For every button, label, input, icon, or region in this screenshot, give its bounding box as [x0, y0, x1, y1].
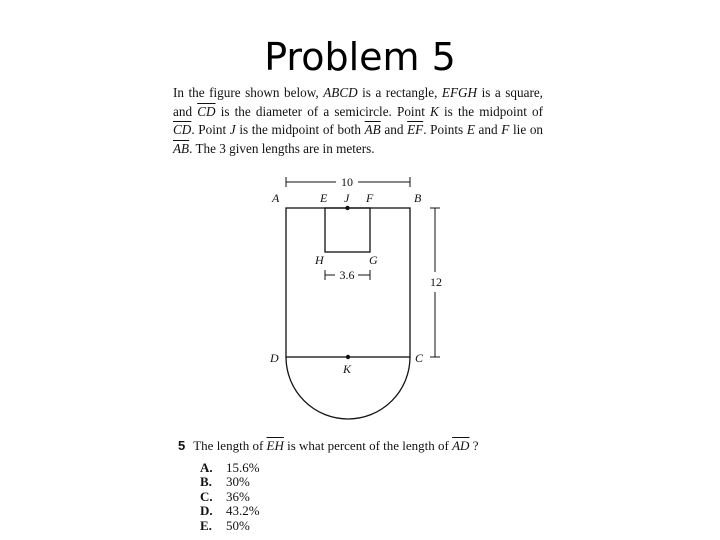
rectangle-abcd	[286, 208, 410, 357]
label-h: H	[315, 253, 324, 267]
length-label-square: 3.6	[339, 268, 355, 282]
label-g: G	[369, 253, 378, 267]
choice-d[interactable]: D. 43.2%	[200, 503, 260, 519]
label-k: K	[343, 362, 352, 376]
label-j: J	[344, 191, 350, 205]
point-k	[346, 355, 350, 359]
problem-text: In the figure shown below, ABCD is a rectangle, EFGH is a square, and $\overline{CD}$ is the diameter of a semicircle. Point K is the midpoint of $\overline{CD}$. Point J is the midpoint of both $\overline{AB}$ and $\overline{EF}$. Points E and F lie on $\overline{AB}$. The 3 given lengths are in meters.	[173, 85, 544, 156]
answer-choices	[200, 461, 260, 533]
question: 5 The length of $\overline{EH}$ is what percent of the length of $\overline{AD}$ ?	[178, 438, 479, 453]
point-j	[345, 206, 349, 210]
label-d: D	[270, 351, 279, 365]
length-label-right: 12	[430, 275, 442, 289]
choice-b[interactable]: B. 30%	[200, 474, 250, 490]
label-f: F	[366, 191, 374, 205]
choice-a[interactable]: A. 15.6%	[200, 460, 260, 475]
question-number: 5	[178, 438, 186, 453]
label-e: E	[320, 191, 328, 205]
length-label-top: 10	[341, 175, 353, 189]
square-efgh	[325, 208, 370, 252]
label-b: B	[414, 191, 422, 205]
label-c: C	[415, 351, 424, 365]
choice-e[interactable]: E. 50%	[200, 517, 250, 533]
label-a: A	[272, 191, 280, 205]
choice-c[interactable]: C. 36%	[200, 488, 250, 504]
page-title: Problem 5	[264, 35, 456, 79]
